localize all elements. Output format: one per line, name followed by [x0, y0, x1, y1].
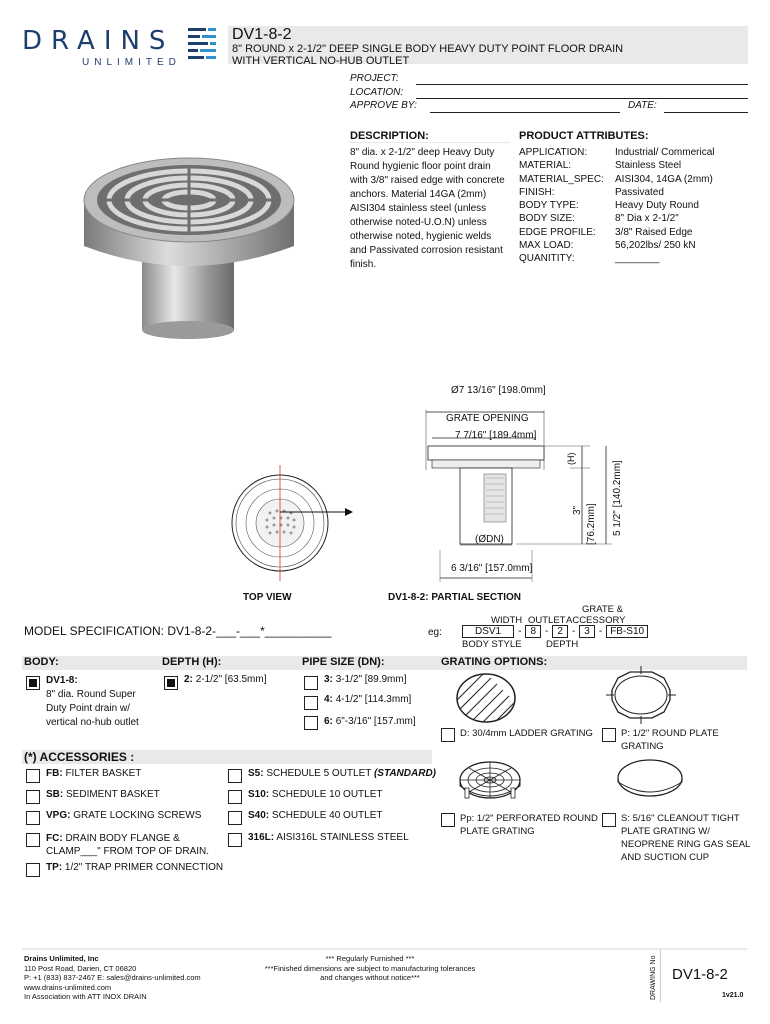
brand-name: DRAINS: [22, 26, 175, 56]
footer-version: 1v21.0: [722, 992, 744, 999]
attr-value: 3/8" Raised Edge: [615, 226, 693, 238]
code-accessory: FB-S10: [606, 625, 648, 638]
body-heading: BODY:: [24, 656, 59, 668]
attr-value: Passivated: [615, 186, 664, 198]
product-photo: [76, 150, 304, 340]
page-title: DV1-8-2: [232, 26, 292, 43]
pipe-4-option: [324, 694, 411, 705]
attr-key: MATERIAL_SPEC:: [519, 173, 604, 185]
attr-value: Heavy Duty Round: [615, 200, 699, 212]
footer-address: 110 Post Road, Darien, CT 06820: [24, 963, 137, 973]
acc-note: (STANDARD): [373, 768, 436, 779]
attr-row: [519, 212, 714, 225]
grating-pp-checkbox[interactable]: [441, 813, 455, 827]
title-line-2: WITH VERTICAL NO-HUB OUTLET: [232, 55, 410, 67]
code-width: 8: [525, 625, 541, 638]
acc-316l-checkbox[interactable]: [228, 833, 242, 847]
accessories-heading: (*) ACCESSORIES :: [24, 750, 135, 764]
acc-value: SCHEDULE 5 OUTLET: [266, 768, 372, 779]
dim-grate-opening: GRATE OPENING: [446, 413, 529, 424]
grate-acc-label: GRATE &: [582, 604, 623, 615]
depth-value: 2-1/2" [63.5mm]: [195, 674, 267, 685]
pipe-4-checkbox[interactable]: [304, 696, 318, 710]
attr-row: [519, 159, 714, 172]
body-line: Duty Point drain w/: [46, 703, 130, 714]
pipe-value: 3-1/2" [89.9mm]: [335, 674, 407, 685]
acc-value: AISI316L STAINLESS STEEL: [276, 832, 409, 843]
acc-code: S5:: [248, 768, 264, 779]
pipe-heading: PIPE SIZE (DN):: [302, 656, 385, 668]
pipe-6-option: [324, 716, 416, 727]
dim-h: (H): [566, 452, 576, 465]
acc-s40-label: [248, 810, 383, 821]
acc-fc-checkbox[interactable]: [26, 833, 40, 847]
grating-s-line: PLATE GRATING W/: [621, 826, 710, 837]
top-view-label: TOP VIEW: [243, 592, 292, 603]
pipe-code: 4:: [324, 694, 333, 705]
description-line: otherwise noted-U.O.N) unless: [350, 217, 487, 228]
acc-fb-checkbox[interactable]: [26, 769, 40, 783]
description-line: and Passivated corrosion resistant: [350, 245, 503, 256]
footer-contact: P: +1 (833) 837-2467 E: sales@drains-unlimited.com: [24, 973, 201, 982]
acc-sb-checkbox[interactable]: [26, 790, 40, 804]
description-heading: DESCRIPTION:: [350, 130, 429, 142]
attr-value: Stainless Steel: [615, 160, 682, 172]
acc-316l-label: [248, 832, 409, 843]
description-text: [350, 146, 505, 272]
grating-s-line: AND SUCTION CUP: [621, 852, 710, 863]
brand-logo: [22, 26, 222, 72]
acc-value: CLAMP___" FROM TOP OF DRAIN.: [46, 846, 210, 857]
pipe-3-checkbox[interactable]: [304, 676, 318, 690]
acc-code: FC:: [46, 833, 63, 844]
pipe-value: 6"-3/16" [157.mm]: [335, 716, 416, 727]
model-code-example: DSV1 - 8 - 2 - 3 - FB-S10: [462, 625, 648, 638]
acc-code: SB:: [46, 789, 64, 800]
grating-p-checkbox[interactable]: [602, 728, 616, 742]
project-label: PROJECT:: [350, 73, 399, 84]
cleanout-grating-image: [614, 758, 686, 802]
grating-s-line: NEOPRENE RING GAS SEAL: [621, 839, 751, 850]
footer-bar: [22, 948, 747, 950]
depth-checkbox[interactable]: [164, 676, 178, 690]
grating-d-checkbox[interactable]: [441, 728, 455, 742]
eg-label: eg:: [428, 627, 442, 638]
depth-code: 2:: [184, 674, 193, 685]
project-field[interactable]: [416, 84, 748, 85]
pipe-code: 3:: [324, 674, 333, 685]
acc-value: SCHEDULE 40 OUTLET: [271, 810, 383, 821]
logo-mark-icon: [188, 26, 218, 66]
footer-note: ***Finished dimensions are subject to manufacturing tolerances: [264, 963, 476, 973]
depth-small-label: DEPTH: [546, 639, 579, 650]
description-heading-bar: [348, 142, 510, 143]
acc-value: DRAIN BODY FLANGE &: [65, 833, 180, 844]
grating-s-label: [621, 812, 750, 864]
grating-p-label: [621, 727, 719, 753]
attr-key: BODY TYPE:: [519, 200, 579, 212]
attr-row: [519, 146, 714, 159]
acc-code: S40:: [248, 810, 270, 821]
attr-row: [519, 252, 714, 265]
code-outlet: 3: [579, 625, 595, 638]
grating-p-line: GRATING: [621, 741, 664, 752]
footer-company: Drains Unlimited, Inc: [24, 954, 99, 963]
footer-assoc: In Association with ATT INOX DRAIN: [24, 992, 147, 1001]
code-body: DSV1: [462, 625, 514, 638]
description-line: Round hygienic floor point drain: [350, 161, 491, 172]
location-label: LOCATION:: [350, 87, 404, 98]
body-line: vertical no-hub outlet: [46, 717, 139, 728]
body-line: 8" dia. Round Super: [46, 689, 136, 700]
footer-notes: [260, 954, 480, 983]
attr-value: Industrial/ Commerical: [615, 147, 715, 158]
ladder-grating-image: [455, 672, 517, 724]
attr-key: APPLICATION:: [519, 147, 588, 158]
acc-fb-label: [46, 768, 141, 779]
description-line: 8" dia. x 2-1/2" deep Heavy Duty: [350, 147, 495, 158]
attr-key: QUANITITY:: [519, 253, 575, 265]
round-plate-grating-image: [604, 666, 678, 726]
attributes-table: [519, 146, 714, 266]
acc-sb-label: [46, 789, 160, 800]
pipe-value: 4-1/2" [114.3mm]: [335, 694, 412, 705]
attr-row: [519, 173, 714, 186]
footer-note: *** Regularly Furnished ***: [325, 954, 415, 963]
acc-code: S10:: [248, 789, 270, 800]
date-field[interactable]: [664, 112, 748, 113]
dim-side: 5 1/2" [140.2mm]: [612, 460, 623, 536]
acc-s40-checkbox[interactable]: [228, 811, 242, 825]
model-spec-label: MODEL SPECIFICATION: DV1-8-2-___-___*__________: [24, 624, 332, 638]
acc-tp-label: [46, 862, 223, 873]
acc-s10-label: [248, 789, 383, 800]
body-checkbox[interactable]: [26, 676, 40, 690]
dim-grate: 7 7/16" [189.4mm]: [455, 430, 537, 441]
approve-label: APPROVE BY:: [350, 100, 417, 111]
attr-row: [519, 239, 714, 252]
approve-field[interactable]: [430, 112, 620, 113]
description-line: otherwise noted, hygienic welds: [350, 231, 492, 242]
description-line: with 3/8" raised edge with concrete: [350, 175, 505, 186]
footer-note: and changes without notice***: [320, 973, 420, 982]
grating-pp-label: [460, 812, 598, 838]
acc-value: FILTER BASKET: [65, 768, 142, 779]
attr-key: MAX LOAD:: [519, 240, 574, 252]
description-line: anchors. Material 14GA (2mm): [350, 189, 487, 200]
brand-sub: UNLIMITED: [82, 57, 181, 68]
footer-company-block: [24, 954, 201, 1002]
attr-value: 56,202lbs/ 250 kN: [615, 240, 696, 252]
dim-bottom: 6 3/16" [157.0mm]: [451, 563, 533, 574]
attr-value: ________: [615, 253, 660, 265]
attr-key: MATERIAL:: [519, 160, 572, 172]
footer-model: DV1-8-2: [672, 966, 728, 983]
depth-heading: DEPTH (H):: [162, 656, 222, 668]
title-line-1: 8" ROUND x 2-1/2" DEEP SINGLE BODY HEAVY DUTY POINT FLOOR DRAIN: [232, 43, 624, 55]
acc-s5-checkbox[interactable]: [228, 769, 242, 783]
date-label: DATE:: [628, 100, 657, 111]
acc-vpg-label: [46, 810, 201, 821]
acc-fc-label: [46, 832, 209, 858]
attr-value: 8" Dia x 2-1/2": [615, 213, 679, 225]
grating-pp-line: Pp: 1/2" PERFORATED ROUND: [460, 813, 598, 824]
body-code: DV1-8:: [46, 675, 78, 686]
acc-value: SEDIMENT BASKET: [66, 789, 160, 800]
grating-heading: GRATING OPTIONS:: [441, 656, 548, 668]
attr-key: FINISH:: [519, 186, 555, 198]
location-field[interactable]: [416, 98, 748, 99]
acc-tp-checkbox[interactable]: [26, 863, 40, 877]
acc-code: VPG:: [46, 810, 71, 821]
attributes-heading: PRODUCT ATTRIBUTES:: [519, 130, 649, 142]
dim-top: Ø7 13/16" [198.0mm]: [451, 385, 546, 396]
attr-value: AISI304, 14GA (2mm): [615, 173, 713, 185]
depth-option: [184, 674, 267, 685]
partial-section-label: DV1-8-2: PARTIAL SECTION: [388, 592, 521, 603]
attr-row: [519, 186, 714, 199]
perforated-grating-image: [455, 758, 525, 808]
body-option: [46, 674, 139, 730]
body-style-label: BODY STYLE: [462, 639, 522, 650]
section-drawing: [420, 400, 640, 590]
acc-code: FB:: [46, 768, 63, 779]
attr-row: [519, 226, 714, 239]
description-line: AISI304 stainless steel (unless: [350, 203, 487, 214]
grating-s-checkbox[interactable]: [602, 813, 616, 827]
dim-3: 3": [572, 505, 583, 515]
pipe-3-option: [324, 674, 407, 685]
code-depth: 2: [552, 625, 568, 638]
pipe-6-checkbox[interactable]: [304, 716, 318, 730]
acc-code: 316L:: [248, 832, 275, 843]
dim-3mm: [76.2mm]: [586, 503, 597, 545]
attr-key: BODY SIZE:: [519, 213, 575, 225]
grating-pp-line: PLATE GRATING: [460, 826, 535, 837]
acc-s10-checkbox[interactable]: [228, 790, 242, 804]
acc-vpg-checkbox[interactable]: [26, 811, 40, 825]
grating-s-line: S: 5/16" CLEANOUT TIGHT: [621, 813, 740, 824]
pipe-code: 6:: [324, 716, 333, 727]
drawing-no-label: DRAWING No: [650, 955, 657, 1000]
acc-s5-label: [248, 768, 436, 779]
attr-row: [519, 199, 714, 212]
dim-dn: (ØDN): [475, 534, 504, 545]
footer-web[interactable]: www.drains-unlimited.com: [24, 982, 112, 992]
acc-value: SCHEDULE 10 OUTLET: [271, 789, 383, 800]
attr-key: EDGE PROFILE:: [519, 226, 596, 238]
width-label: WIDTH: [491, 615, 523, 626]
acc-code: TP:: [46, 862, 63, 873]
outlet-label: OUTLET: [528, 615, 566, 626]
grating-p-line: P: 1/2" ROUND PLATE: [621, 728, 719, 739]
description-line: finish.: [350, 259, 377, 270]
acc-value: 1/2" TRAP PRIMER CONNECTION: [64, 862, 224, 873]
accessory-label: ACCESSORY: [566, 615, 626, 626]
top-view-drawing: [225, 465, 360, 595]
acc-value: GRATE LOCKING SCREWS: [73, 810, 202, 821]
grating-d-label: D: 30/4mm LADDER GRATING: [460, 728, 593, 739]
